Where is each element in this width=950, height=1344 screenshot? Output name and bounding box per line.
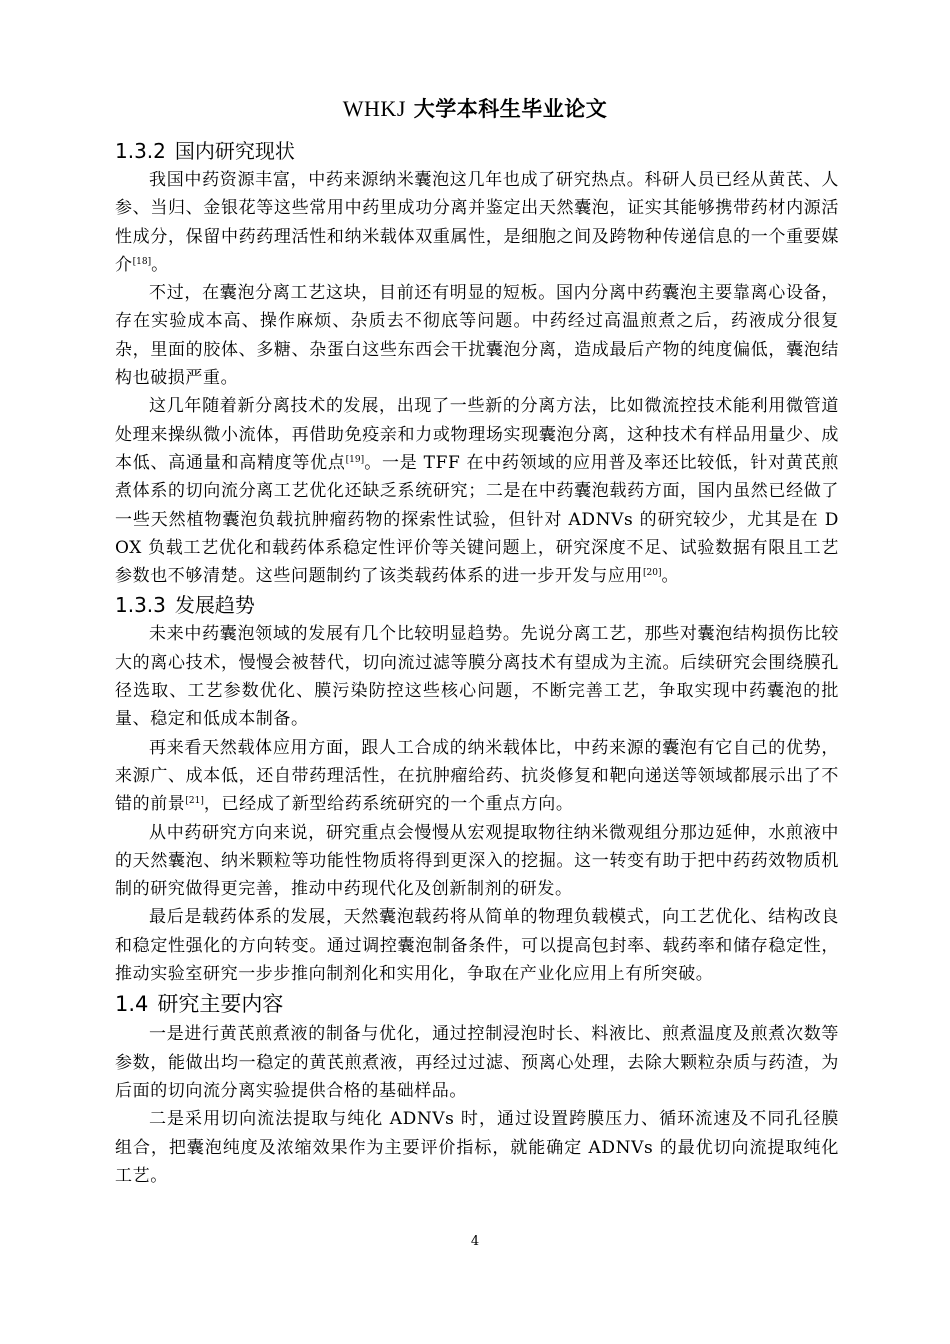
body-content	[115, 136, 839, 1190]
section-heading	[115, 136, 839, 166]
paragraph: 最后是载药体系的发展，天然囊泡载药将从简单的物理负载模式，向工艺优化、结构改良和稳定性强化的方向转变。通过调控囊泡制备条件，可以提高包封率、载药率和储存稳定性，推动实验室研究一步步推向制剂化和实用化，争取在产业化应用上有所突破。	[115, 907, 839, 985]
header-institution-code: WHKJ	[342, 96, 406, 121]
section-title: 发展趋势	[174, 593, 255, 618]
header-title: 大学本科生毕业论文	[413, 97, 608, 121]
citation: [20]	[643, 568, 662, 579]
section-heading	[115, 590, 839, 620]
section-title: 国内研究现状	[174, 139, 295, 163]
paragraph: 二是采用切向流法提取与纯化 ADNVs 时，通过设置跨膜压力、循环流速及不同孔径膜组合，把囊泡纯度及浓缩效果作为主要评价指标，就能确定 ADNVs 的最优切向流提取纯化工艺。	[115, 1109, 839, 1186]
page-number: 4	[470, 1234, 480, 1249]
citation: [18]	[132, 256, 152, 267]
paragraph: 一是进行黄芪煎煮液的制备与优化，通过控制浸泡时长、料液比、煎煮温度及煎煮次数等参数，能做出均一稳定的黄芪煎煮液，再经过过滤、预离心处理，去除大颗粒杂质与药渣，为后面的切向流分离实验提供合格的基础样品。	[115, 1024, 839, 1101]
citation: [21]	[185, 796, 204, 807]
section-number: 1.3.2	[115, 139, 166, 163]
section-number: 1.3.3	[115, 593, 166, 618]
section-title: 研究主要内容	[157, 992, 284, 1017]
section-number: 1.4	[115, 992, 149, 1017]
paragraph: 从中药研究方向来说，研究重点会慢慢从宏观提取物往纳米微观组分那边延伸，水煎液中的天然囊泡、纳米颗粒等功能性物质将得到更深入的挖掘。这一转变有助于把中药药效物质机制的研究做得更完善，推动中药现代化及创新制剂的研发。	[115, 822, 839, 900]
section-1-3-2	[115, 136, 839, 590]
running-header	[0, 96, 950, 122]
paragraph: 未来中药囊泡领域的发展有几个比较明显趋势。先说分离工艺，那些对囊泡结构损伤比较大的离心技术，慢慢会被替代，切向流过滤等膜分离技术有望成为主流。后续研究会围绕膜孔径选取、工艺参数优化、膜污染防控这些核心问题，不断完善工艺，争取实现中药囊泡的批量、稳定和低成本制备。	[115, 624, 839, 730]
paragraph: 这几年随着新分离技术的发展，出现了一些新的分离方法，比如微流控技术能利用微管道处理来操纵微小流体，再借助免疫亲和力或物理场实现囊泡分离，这种技术有样品用量少、成本低、高通量和高精度等优点[19]。一是 TFF 在中药领域的应用普及率还比较低，针对黄芪煎煮体系的切向流分离工艺优化还缺乏系统研究；二是在中药囊泡载药方面，国内虽然已经做了一些天然植物囊泡负载抗肿瘤药物的探索性试验，但针对 ADNVs 的研究较少，尤其是在 DOX 负载工艺优化和载药体系稳定性评价等关键问题上，研究深度不足、试验数据有限且工艺参数也不够清楚。这些问题制约了该类载药体系的进一步开发与应用[20]。	[115, 396, 839, 587]
paragraph: 我国中药资源丰富，中药来源纳米囊泡这几年也成了研究热点。科研人员已经从黄芪、人参、当归、金银花等这些常用中药里成功分离并鉴定出天然囊泡，证实其能够携带药材内源活性成分，保留中药药理活性和纳米载体双重属性，是细胞之间及跨物种传递信息的一个重要媒介[18]。	[115, 170, 839, 275]
section-1-4	[115, 988, 839, 1190]
citation: [19]	[345, 454, 365, 465]
paragraph: 再来看天然载体应用方面，跟人工合成的纳米载体比，中药来源的囊泡有它自己的优势，来源广、成本低，还自带药理活性，在抗肿瘤给药、抗炎修复和靶向递送等领域都展示出了不错的前景[21]，已经成了新型给药系统研究的一个重点方向。	[115, 737, 839, 815]
section-heading	[115, 988, 839, 1020]
paragraph: 不过，在囊泡分离工艺这块，目前还有明显的短板。国内分离中药囊泡主要靠离心设备，存在实验成本高、操作麻烦、杂质去不彻底等问题。中药经过高温煎煮之后，药液成分很复杂，里面的胶体、多糖、杂蛋白这些东西会干扰囊泡分离，造成最后产物的纯度偏低，囊泡结构也破损严重。	[115, 283, 839, 389]
section-1-3-3	[115, 590, 839, 988]
